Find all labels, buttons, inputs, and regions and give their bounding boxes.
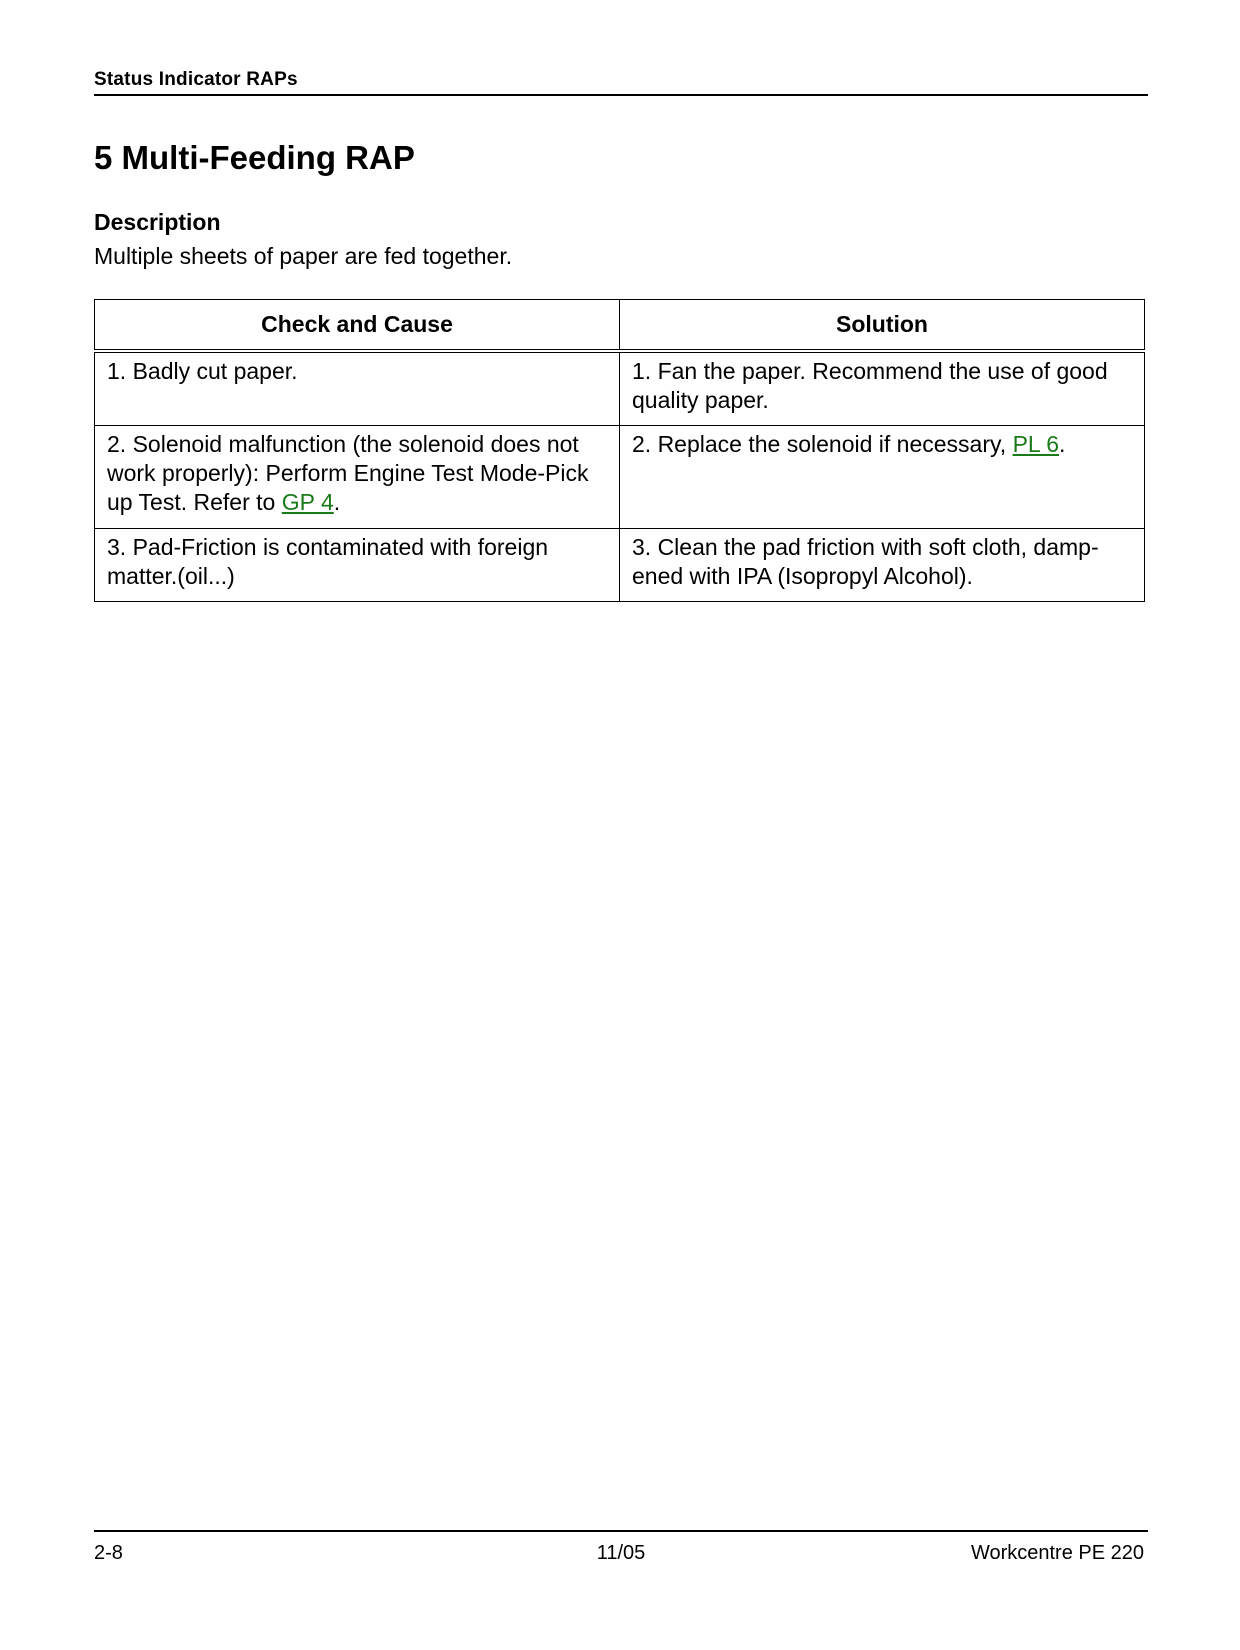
running-header bbox=[94, 66, 1148, 96]
footer-page-number: 2-8 bbox=[94, 1542, 123, 1564]
column-header-check-and-cause: Check and Cause bbox=[95, 300, 620, 352]
check-cell bbox=[95, 426, 620, 529]
solution-cell bbox=[620, 426, 1145, 529]
check-text-end: . bbox=[333, 489, 341, 515]
pl6-link[interactable]: PL 6 bbox=[1012, 431, 1060, 457]
rap-table bbox=[94, 299, 1145, 602]
check-cell: 1. Badly cut paper. bbox=[95, 351, 620, 426]
footer-date: 11/05 bbox=[596, 1542, 646, 1564]
table-row bbox=[95, 351, 1145, 426]
table-row bbox=[95, 529, 1145, 602]
running-header-title: Status Indicator RAPs bbox=[94, 69, 298, 90]
description-heading: Description bbox=[94, 209, 221, 235]
check-cell: 3. Pad-Friction is contaminated with foreign matter.(oil...) bbox=[95, 529, 620, 602]
check-text: 2. Solenoid malfunction (the solenoid does not work properly): Perform Engine Test Mode-Pick up Test. Refer to bbox=[107, 431, 589, 515]
solution-text: 2. Replace the solenoid if necessary, bbox=[632, 431, 1013, 457]
solution-text-end: . bbox=[1059, 431, 1066, 457]
table-row bbox=[95, 426, 1145, 529]
gp4-link[interactable]: GP 4 bbox=[281, 489, 334, 515]
solution-cell: 1. Fan the paper. Recommend the use of good quality paper. bbox=[620, 351, 1145, 426]
description-text: Multiple sheets of paper are fed together. bbox=[94, 243, 513, 269]
section-title: 5 Multi-Feeding RAP bbox=[94, 139, 415, 176]
column-header-solution: Solution bbox=[620, 300, 1145, 352]
solution-cell: 3. Clean the pad friction with soft cloth, damp-ened with IPA (Isopropyl Alcohol). bbox=[620, 529, 1145, 602]
footer-product: Workcentre PE 220 bbox=[970, 1542, 1144, 1564]
running-footer bbox=[94, 1530, 1148, 1572]
table-header-row bbox=[95, 300, 1145, 352]
